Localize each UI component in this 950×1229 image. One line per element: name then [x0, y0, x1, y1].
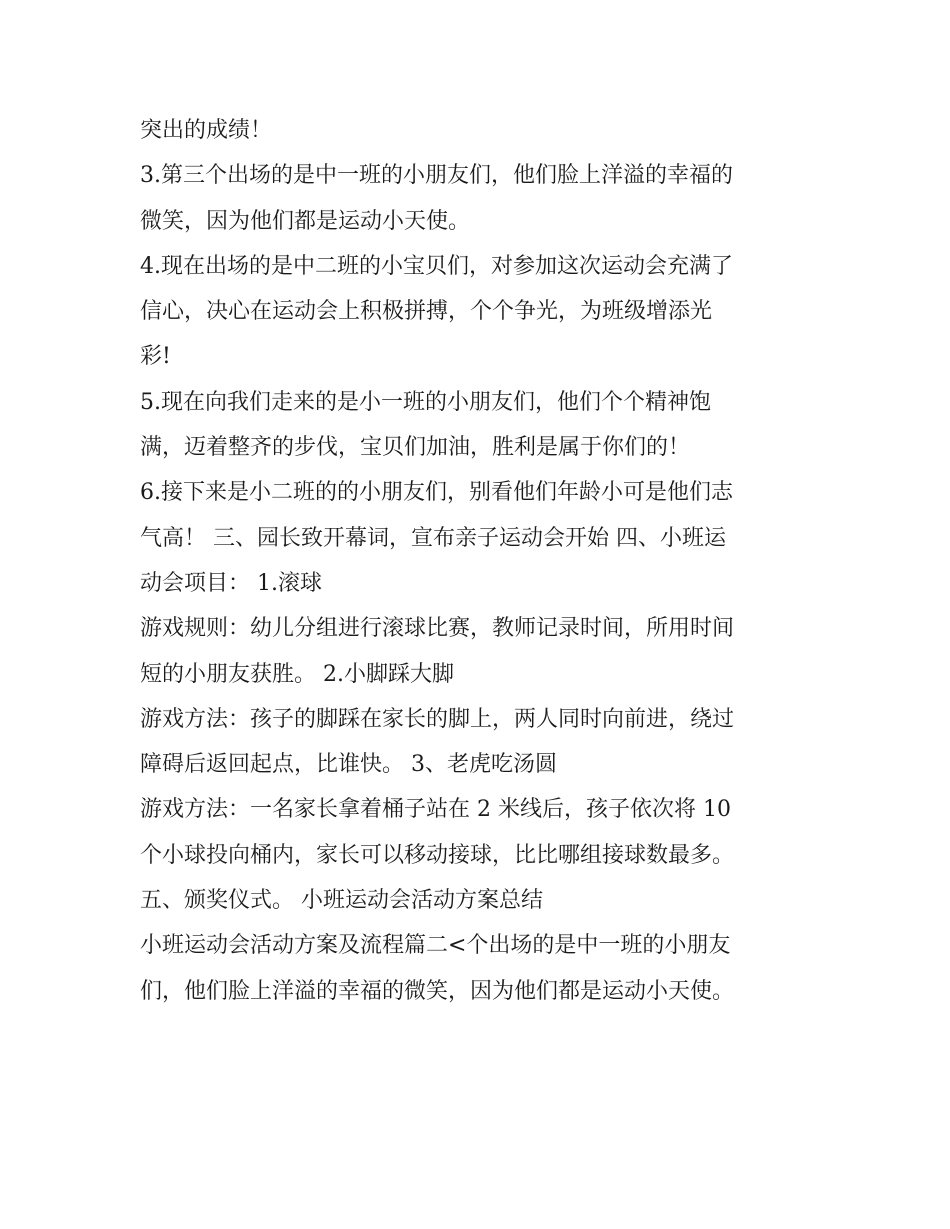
- text-line: 彩!: [140, 344, 171, 370]
- text-line: 小班运动会活动方案及流程篇二<个出场的是中一班的小朋友: [140, 933, 731, 959]
- text-line: 5.现在向我们走来的是小一班的小朋友们，他们个个精神饱: [140, 389, 711, 415]
- text-line: 6.接下来是小二班的的小朋友们，别看他们年龄小可是他们志: [140, 480, 733, 506]
- body-text: [140, 108, 830, 1014]
- text-line: 气高！ 三、园长致开幕词，宣布亲子运动会开始 四、小班运: [140, 525, 726, 551]
- text-line: 微笑，因为他们都是运动小天使。: [140, 208, 471, 234]
- text-line: 障碍后返回起点，比谁快。 3、老虎吃汤圆: [140, 752, 557, 778]
- text-line: 突出的成绩！: [140, 118, 273, 143]
- text-line: 个小球投向桶内，家长可以移动接球，比比哪组接球数最多。: [140, 842, 735, 868]
- text-line: 动会项目： 1.滚球: [140, 570, 322, 596]
- text-line: 短的小朋友获胜。 2.小脚踩大脚: [140, 661, 454, 687]
- text-line: 信心，决心在运动会上积极拼搏，个个争光，为班级增添光: [140, 299, 713, 325]
- text-line: 4.现在出场的是中二班的小宝贝们，对参加这次运动会充满了: [140, 253, 733, 279]
- text-line: 游戏方法：孩子的脚踩在家长的脚上，两人同时向前进，绕过: [140, 706, 735, 732]
- text-line: 们，他们脸上洋溢的幸福的微笑，因为他们都是运动小天使。: [140, 978, 735, 1004]
- text-line: 3.第三个出场的是中一班的小朋友们，他们脸上洋溢的幸福的: [140, 163, 733, 189]
- text-line: 五、颁奖仪式。 小班运动会活动方案总结: [140, 888, 543, 914]
- text-line: 游戏方法：一名家长拿着桶子站在 2 米线后，孩子依次将 10: [140, 797, 731, 823]
- text-line: 满，迈着整齐的步伐，宝贝们加油，胜利是属于你们的！: [140, 435, 691, 461]
- text-line: 游戏规则：幼儿分组进行滚球比赛，教师记录时间，所用时间: [140, 616, 735, 642]
